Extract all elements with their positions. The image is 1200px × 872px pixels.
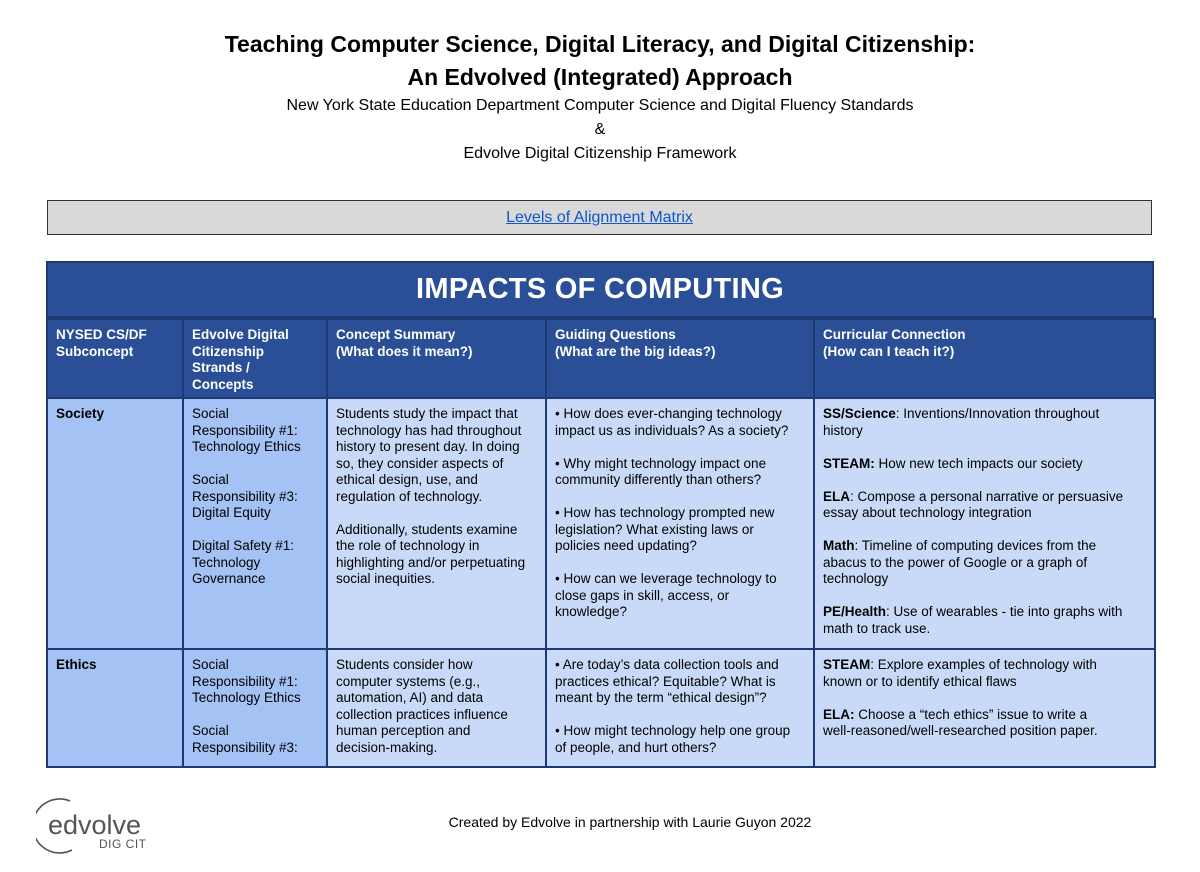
connection-subject: STEAM: <box>823 455 875 471</box>
connection-subject: ELA <box>823 488 850 504</box>
connection-subject: ELA: <box>823 706 855 722</box>
strands-cell: Social Responsibility #1: Technology Ethics Social Responsibility #3: <box>183 649 327 767</box>
column-header-summary: Concept Summary (What does it mean?) <box>327 319 546 398</box>
standards-table <box>46 318 1156 768</box>
document-header <box>0 28 1200 166</box>
connection-subject: STEAM <box>823 657 871 672</box>
connection-text: : Timeline of computing devices from the abacus to the power of Google or a graph of technology <box>823 538 1097 586</box>
alignment-matrix-link[interactable]: Levels of Alignment Matrix <box>506 208 693 226</box>
connections-cell <box>814 649 1155 767</box>
guiding-question: • How can we leverage technology to close gaps in skill, access, or knowledge? <box>555 571 777 619</box>
curricular-connection <box>823 489 1146 522</box>
curricular-connection <box>823 406 1146 439</box>
guiding-question: • How has technology prompted new legislation? What existing laws or policies need updating? <box>555 505 775 553</box>
table-row-ethics <box>47 649 1155 767</box>
curricular-connection <box>823 456 1146 473</box>
curricular-connection <box>823 657 1146 690</box>
column-header-connections: Curricular Connection (How can I teach it?) <box>814 319 1155 398</box>
column-header-strands: Edvolve Digital Citizenship Strands / Concepts <box>183 319 327 398</box>
document-subtitle-line-2: & <box>594 121 606 138</box>
connection-subject: SS/Science <box>823 406 896 421</box>
table-header-row <box>47 319 1155 398</box>
document-title-line-1: Teaching Computer Science, Digital Literacy, and Digital Citizenship: <box>224 31 976 57</box>
guiding-question: • Are today’s data collection tools and practices ethical? Equitable? What is meant by the term “ethical design”? <box>555 657 779 705</box>
questions-cell <box>546 649 814 767</box>
alignment-matrix-bar <box>47 200 1152 235</box>
curricular-connection <box>823 538 1146 588</box>
connection-text: : Explore examples of technology with known or to identify ethical flaws <box>823 657 1097 689</box>
connection-text: : Use of wearables - tie into graphs with math to track use. <box>823 604 1123 636</box>
column-header-questions: Guiding Questions (What are the big ideas?) <box>546 319 814 398</box>
table-row-society <box>47 398 1155 649</box>
subconcept-cell: Ethics <box>47 649 183 767</box>
logo-wordmark: edvolve <box>48 810 142 840</box>
column-header-subconcept: NYSED CS/DF Subconcept <box>47 319 183 398</box>
questions-cell <box>546 398 814 649</box>
document-subtitle-line-1: New York State Education Department Computer Science and Digital Fluency Standards <box>286 97 914 114</box>
curricular-connection <box>823 707 1146 740</box>
impacts-table <box>46 261 1154 768</box>
summary-cell: Students study the impact that technology has had throughout history to present day. In doing so, they consider aspects of ethical design, use, and regulation of technology. Additionally, students examine the role of technology in highlighting and/or perpetuating social inequities. <box>327 398 546 649</box>
document-title-line-2: An Edvolved (Integrated) Approach <box>407 64 793 90</box>
connection-text: Choose a “tech ethics” issue to write a well-reasoned/well-researched position paper. <box>823 706 1098 738</box>
table-banner: IMPACTS OF COMPUTING <box>46 261 1154 318</box>
connections-cell <box>814 398 1155 649</box>
connection-subject: Math <box>823 538 855 553</box>
guiding-question: • How does ever-changing technology impact us as individuals? As a society? <box>555 406 789 438</box>
summary-cell: Students consider how computer systems (e.g., automation, AI) and data collection practices influence human perception and decision-making. <box>327 649 546 767</box>
connection-text: : Inventions/Innovation throughout history <box>823 406 1100 438</box>
document-subtitle-line-3: Edvolve Digital Citizenship Framework <box>463 145 737 162</box>
connection-text: How new tech impacts our society <box>874 455 1083 471</box>
connection-subject: PE/Health <box>823 604 887 619</box>
footer-credit: Created by Edvolve in partnership with Laurie Guyon 2022 <box>448 814 812 830</box>
subconcept-cell: Society <box>47 398 183 649</box>
curricular-connection <box>823 604 1146 637</box>
logo-subtitle: DIG CIT <box>99 837 147 851</box>
guiding-question: • Why might technology impact one community differently than others? <box>555 455 767 487</box>
guiding-question: • How might technology help one group of people, and hurt others? <box>555 723 791 755</box>
strands-cell: Social Responsibility #1: Technology Ethics Social Responsibility #3: Digital Equity Digital Safety #1: Technology Governance <box>183 398 327 649</box>
connection-text: : Compose a personal narrative or persuasive essay about technology integration <box>823 488 1124 520</box>
